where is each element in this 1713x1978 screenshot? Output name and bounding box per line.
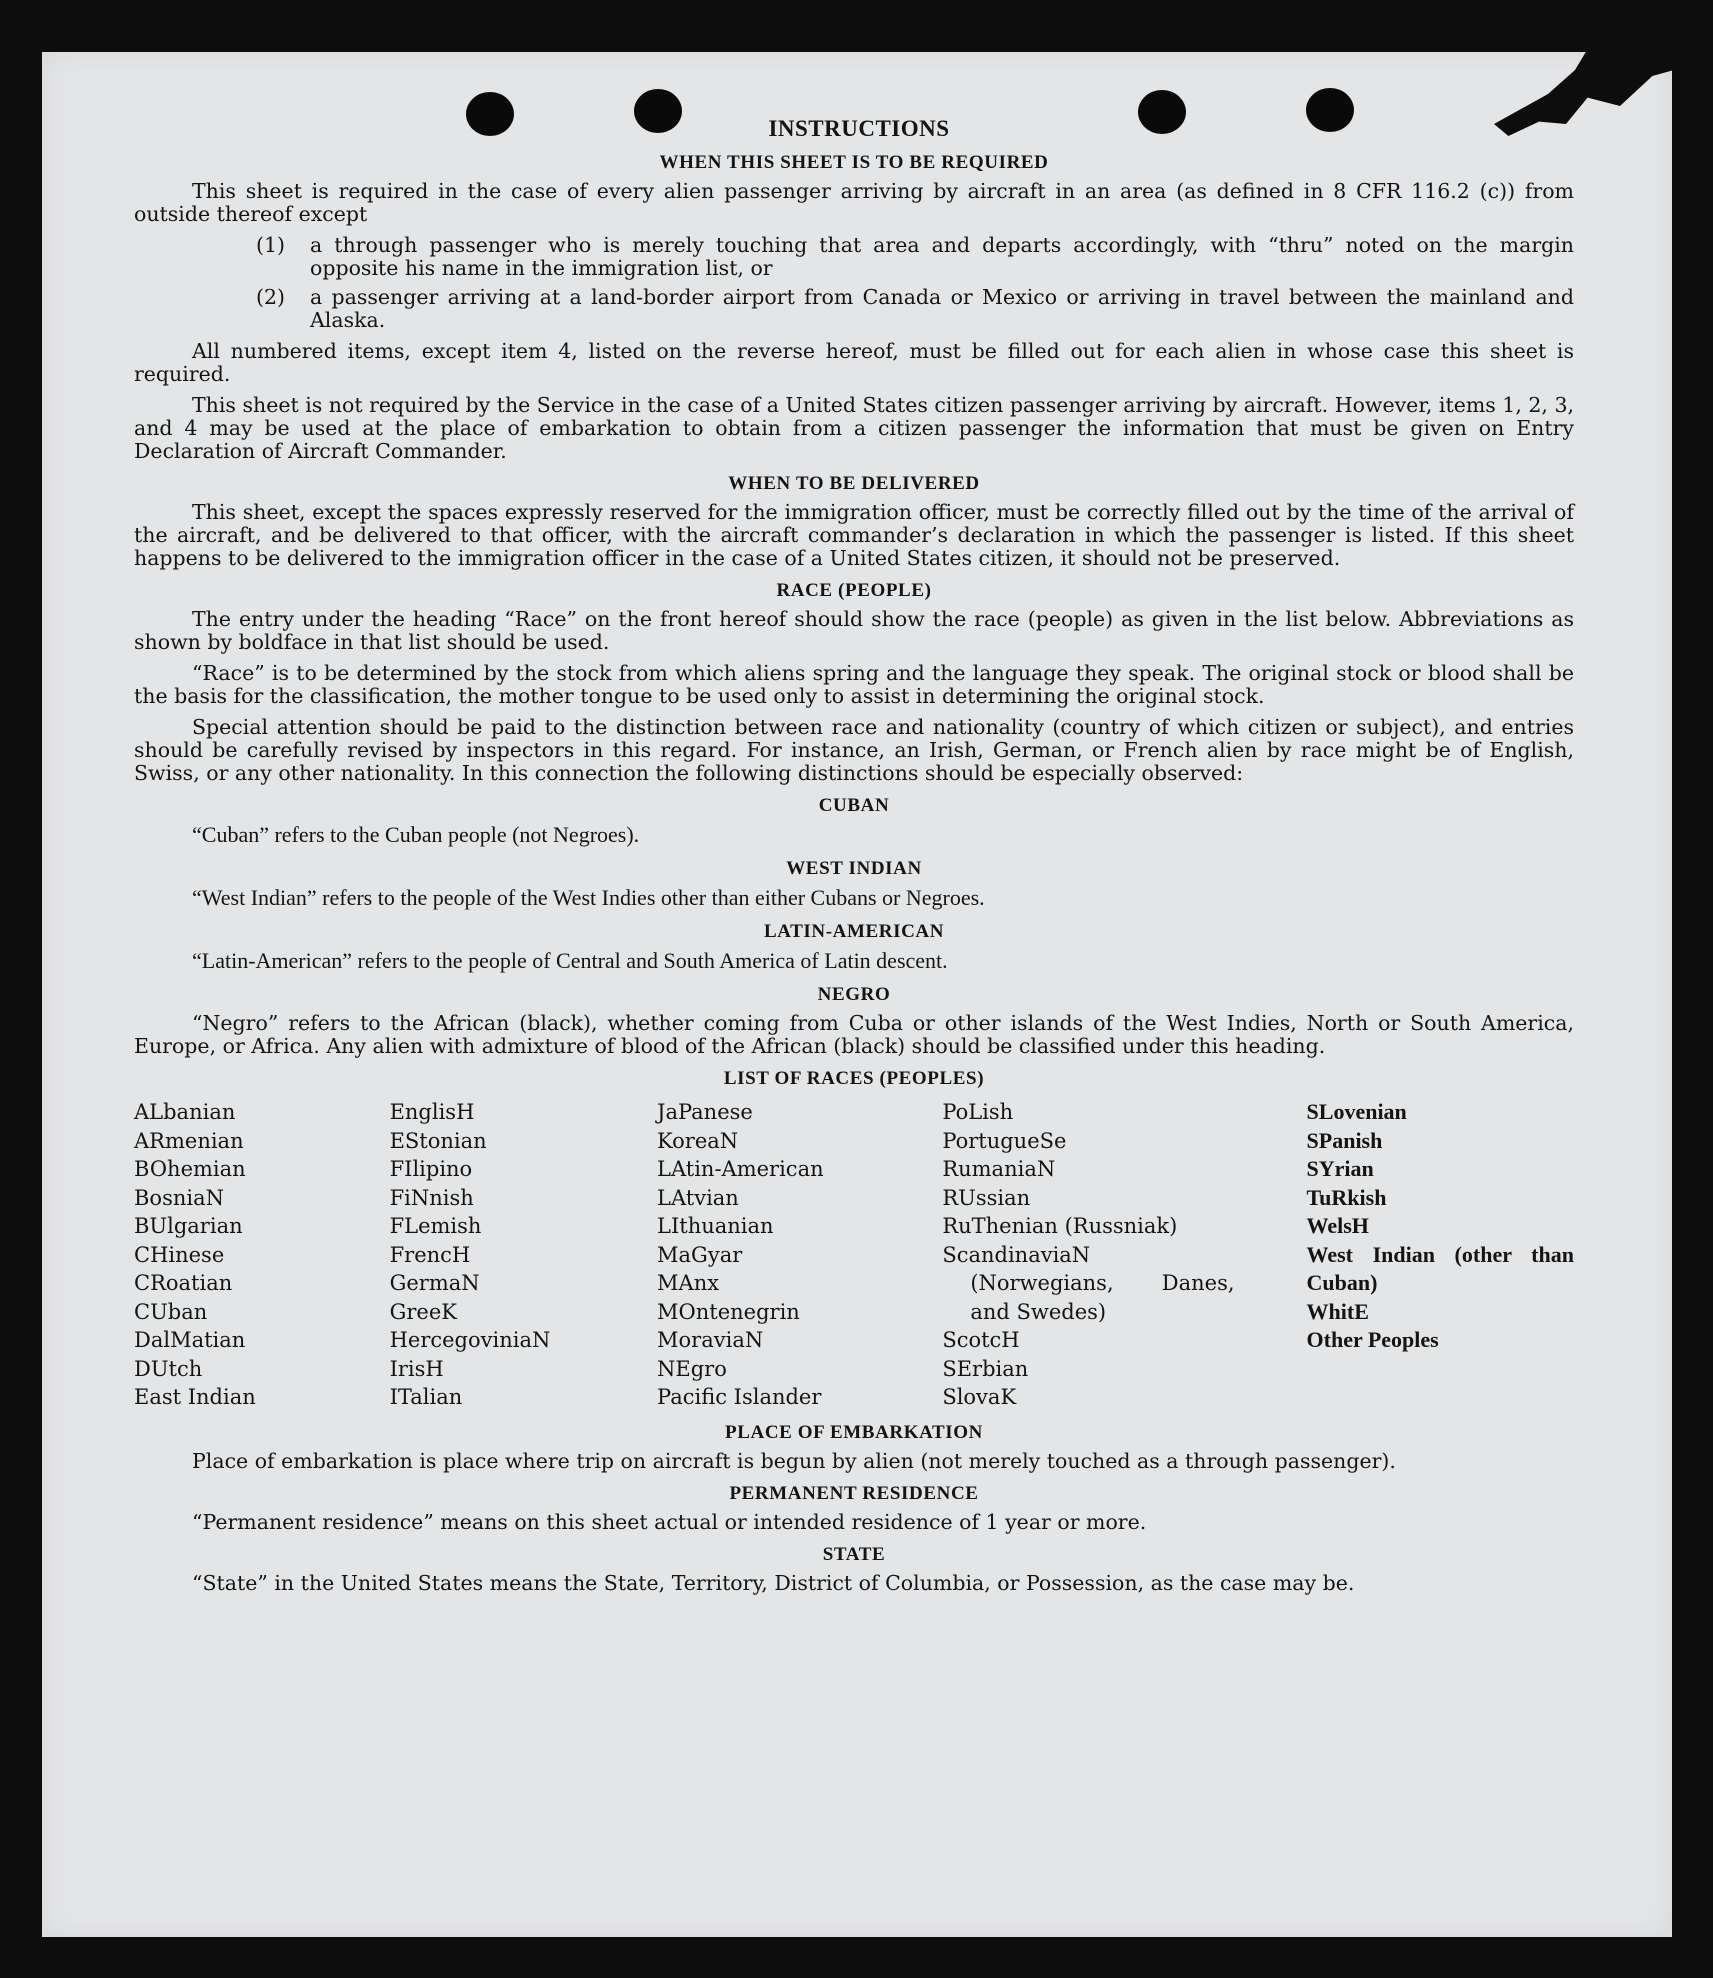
definition: “West Indian” refers to the people of the West Indies other than either Cubans or Negroes. bbox=[192, 885, 985, 910]
section-heading: PLACE OF EMBARKATION bbox=[725, 1421, 983, 1443]
race-entry: MaGyar bbox=[657, 1242, 743, 1267]
race-entry: ITalian bbox=[389, 1385, 463, 1409]
race-entry: TuRkish bbox=[1306, 1184, 1387, 1210]
section-heading: NEGRO bbox=[817, 984, 891, 1005]
document-body bbox=[134, 116, 1574, 1603]
race-entry: SLovenian bbox=[1306, 1099, 1407, 1124]
race-entry: ALbanian bbox=[134, 1100, 236, 1124]
race-entry: PoLish bbox=[942, 1100, 1014, 1124]
race-entry: Pacific Islander bbox=[657, 1385, 822, 1409]
paragraph: This sheet, except the spaces expressly reserved for the immigration officer, must be correctly filled out by the time of the arrival of the aircraft, and be delivered to that officer, with the aircraft commander’s declaration in which the passenger is listed. If this sheet happens to be delivered to the immigration officer in the case of a United States citizen, it should not be preserved. bbox=[134, 500, 1574, 570]
race-entry: RUssian bbox=[942, 1185, 1031, 1210]
race-entry: MOntenegrin bbox=[657, 1299, 800, 1324]
race-entry: BUlgarian bbox=[134, 1214, 243, 1238]
section-heading: CUBAN bbox=[818, 795, 890, 816]
race-entry: CHinese bbox=[134, 1242, 225, 1267]
race-entry: FrencH bbox=[389, 1242, 471, 1267]
item-number: (2) bbox=[256, 285, 286, 309]
race-entry: HercegoviniaN bbox=[389, 1328, 551, 1352]
race-entry: Other Peoples bbox=[1306, 1327, 1439, 1352]
race-entry: RumaniaN bbox=[942, 1157, 1056, 1181]
list-item bbox=[256, 234, 1574, 280]
paragraph: All numbered items, except item 4, listed on the reverse hereof, must be filled out for each alien in whose case this sheet is required. bbox=[134, 339, 1574, 386]
paragraph: This sheet is not required by the Service in the case of a United States citizen passenger arriving by aircraft. However, items 1, 2, 3, and 4 may be used at the place of embarkation to obtain from a citizen passenger the information that must be given on Entry Declaration of Aircraft Commander. bbox=[134, 393, 1575, 463]
race-entry: ARmenian bbox=[134, 1128, 244, 1153]
paragraph: This sheet is required in the case of every alien passenger arriving by aircraft in an area (as defined in 8 CFR 116.2 (c)) from outside thereof except bbox=[134, 179, 1574, 226]
race-entry: GreeK bbox=[389, 1299, 457, 1324]
paragraph: “State” in the United States means the State, Territory, District of Columbia, or Possession, as the case may be. bbox=[192, 1570, 1355, 1595]
race-entry: FiNnish bbox=[389, 1185, 474, 1210]
race-entry: RuThenian (Russniak) bbox=[942, 1214, 1178, 1238]
race-entry: West Indian (other than Cuban) bbox=[1306, 1241, 1574, 1295]
section-heading: WEST INDIAN bbox=[786, 858, 922, 879]
race-entry: SPanish bbox=[1306, 1127, 1383, 1153]
race-entry: LAtvian bbox=[657, 1185, 739, 1210]
race-entry: SlovaK bbox=[942, 1385, 1017, 1409]
definition: “Latin-American” refers to the people of Central and South America of Latin descent. bbox=[192, 948, 948, 973]
item-text: a through passenger who is merely touching that area and departs accordingly, with “thru” noted on the margin opposite his name in the immigration list, or bbox=[310, 233, 1574, 280]
paragraph: “Race” is to be determined by the stock from which aliens spring and the language they speak. The original stock or blood shall be the basis for the classification, the mother tongue to be used only to assist in determining the original stock. bbox=[134, 661, 1574, 708]
race-entry: PortugueSe bbox=[942, 1128, 1067, 1153]
race-entry: WhitE bbox=[1306, 1298, 1369, 1324]
section-heading: STATE bbox=[822, 1543, 886, 1565]
section-heading: WHEN TO BE DELIVERED bbox=[728, 473, 980, 494]
race-column-2 bbox=[390, 1098, 657, 1412]
document-sheet bbox=[42, 52, 1672, 1937]
definition: “Cuban” refers to the Cuban people (not Negroes). bbox=[192, 822, 640, 847]
section-heading: PERMANENT RESIDENCE bbox=[729, 1482, 979, 1504]
race-entry: ScandinaviaN (Norwegians, Danes, and Swedes) bbox=[942, 1242, 1235, 1324]
page-title: INSTRUCTIONS bbox=[768, 116, 950, 141]
race-entry: MoraviaN bbox=[657, 1328, 764, 1352]
paragraph: “Negro” refers to the African (black), whether coming from Cuba or other islands of the West Indies, North or South America, Europe, or Africa. Any alien with admixture of blood of the African (black) should be classified under this heading. bbox=[134, 1011, 1574, 1058]
race-entry: GermaN bbox=[389, 1271, 480, 1295]
section-heading: RACE (PEOPLE) bbox=[776, 580, 932, 601]
race-column-3 bbox=[657, 1098, 942, 1412]
race-entry: NEgro bbox=[657, 1356, 727, 1381]
race-entry: EnglisH bbox=[389, 1100, 475, 1124]
race-entry: East Indian bbox=[134, 1385, 256, 1409]
race-list bbox=[134, 1098, 1574, 1412]
paragraph: The entry under the heading “Race” on the front hereof should show the race (people) as given in the list below. Abbreviations as shown by boldface in that list should be used. bbox=[134, 607, 1574, 654]
race-entry: LAtin-American bbox=[657, 1157, 824, 1181]
race-entry: EStonian bbox=[389, 1128, 487, 1153]
exceptions-list bbox=[134, 234, 1574, 332]
race-entry: JaPanese bbox=[657, 1100, 753, 1124]
race-entry: CUban bbox=[134, 1299, 208, 1324]
section-heading: WHEN THIS SHEET IS TO BE REQUIRED bbox=[659, 152, 1049, 173]
race-entry: SErbian bbox=[942, 1356, 1029, 1381]
race-column-4 bbox=[942, 1098, 1234, 1412]
paragraph: Special attention should be paid to the distinction between race and nationality (country of which citizen or subject), and entries should be carefully revised by inspectors in this regard. For instance, an Irish, German, or French alien by race might be of English, Swiss, or any other nationality. In this connection the following distinctions should be especially observed: bbox=[134, 715, 1574, 785]
race-entry: BosniaN bbox=[134, 1185, 224, 1210]
race-column-1 bbox=[134, 1098, 390, 1412]
race-entry: WelsH bbox=[1306, 1213, 1369, 1238]
race-entry: IrisH bbox=[389, 1356, 444, 1381]
section-heading: LIST OF RACES (PEOPLES) bbox=[723, 1068, 985, 1089]
race-entry: CRoatian bbox=[134, 1271, 233, 1295]
paragraph: Place of embarkation is place where trip on aircraft is begun by alien (not merely touched as a through passenger). bbox=[192, 1448, 1396, 1473]
race-entry: FIlipino bbox=[389, 1157, 473, 1181]
race-entry: KoreaN bbox=[657, 1128, 739, 1153]
item-text: a passenger arriving at a land-border airport from Canada or Mexico or arriving in travel between the mainland and Alaska. bbox=[310, 285, 1574, 332]
item-number: (1) bbox=[256, 233, 286, 257]
race-entry: FLemish bbox=[389, 1214, 482, 1238]
race-entry: BOhemian bbox=[134, 1157, 246, 1181]
race-column-5 bbox=[1235, 1098, 1574, 1412]
list-item bbox=[256, 286, 1574, 332]
section-heading: LATIN-AMERICAN bbox=[763, 921, 945, 942]
race-entry: DUtch bbox=[134, 1356, 203, 1381]
race-entry: MAnx bbox=[657, 1271, 720, 1295]
paragraph: “Permanent residence” means on this sheet actual or intended residence of 1 year or more. bbox=[192, 1509, 1147, 1534]
race-entry: ScotcH bbox=[942, 1328, 1020, 1352]
race-entry: DalMatian bbox=[134, 1328, 246, 1352]
race-entry: SYrian bbox=[1306, 1156, 1374, 1181]
race-entry: LIthuanian bbox=[657, 1214, 774, 1238]
